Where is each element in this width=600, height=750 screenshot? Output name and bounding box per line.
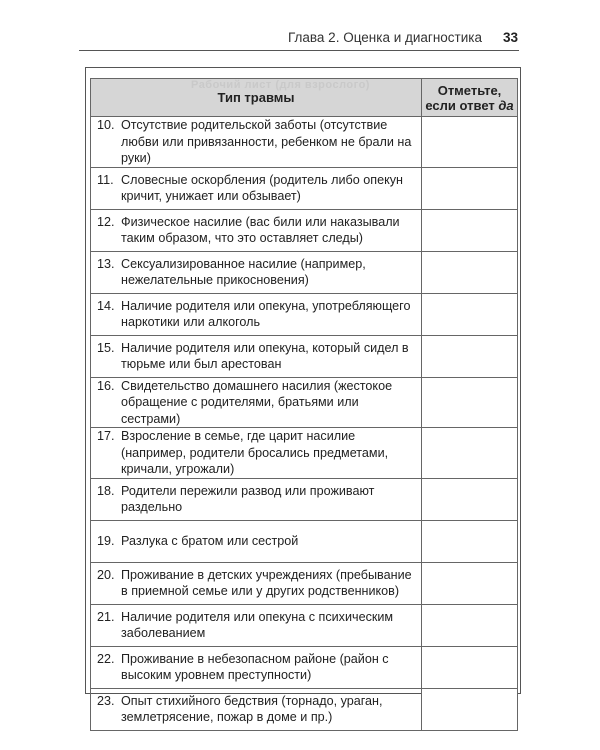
row-number: 21.	[97, 609, 115, 624]
answer-checkbox-cell[interactable]	[422, 117, 518, 168]
column-header-type-label: Тип травмы	[217, 90, 295, 105]
table-header-row	[91, 79, 518, 117]
trauma-description: Наличие родителя или опекуна, употребляющего наркотики или алкоголь	[121, 298, 411, 329]
column-header-check	[422, 79, 518, 117]
table-row	[91, 478, 518, 520]
answer-checkbox-cell[interactable]	[422, 428, 518, 479]
row-number: 15.	[97, 340, 115, 355]
trauma-description: Словесные оскорбления (родитель либо опекун кричит, унижает или обзывает)	[121, 172, 403, 203]
trauma-description: Разлука с братом или сестрой	[121, 533, 299, 548]
answer-checkbox-cell[interactable]	[422, 646, 518, 688]
row-number: 13.	[97, 256, 115, 271]
trauma-type-cell	[91, 251, 422, 293]
table-row	[91, 209, 518, 251]
row-number: 18.	[97, 483, 115, 498]
trauma-type-cell	[91, 167, 422, 209]
trauma-description: Физическое насилие (вас били или наказывали таким образом, что это оставляет следы)	[121, 214, 400, 245]
answer-checkbox-cell[interactable]	[422, 251, 518, 293]
trauma-description: Свидетельство домашнего насилия (жестокое обращение с родителями, братьями или сестрами)	[121, 378, 393, 426]
row-number: 20.	[97, 567, 115, 582]
column-header-check-prefix: если ответ	[425, 97, 499, 113]
trauma-table	[90, 78, 518, 731]
row-number: 22.	[97, 651, 115, 666]
column-header-check-line1: Отметьте,	[437, 82, 502, 98]
running-header	[0, 0, 600, 50]
trauma-description: Наличие родителя или опекуна, который сидел в тюрьме или был арестован	[121, 340, 409, 371]
chapter-title: Глава 2. Оценка и диагностика	[287, 30, 482, 45]
table-row	[91, 520, 518, 562]
row-number: 17.	[97, 429, 115, 443]
answer-checkbox-cell[interactable]	[422, 377, 518, 428]
row-number: 10.	[97, 118, 115, 132]
table-row	[91, 428, 518, 479]
trauma-type-cell	[91, 428, 422, 479]
row-number: 12.	[97, 214, 115, 229]
answer-checkbox-cell[interactable]	[422, 520, 518, 562]
answer-checkbox-cell[interactable]	[422, 604, 518, 646]
faint-worksheet-label: Рабочий лист (для взрослого)	[191, 79, 370, 91]
row-number: 11.	[97, 172, 114, 187]
row-number: 23.	[97, 693, 115, 708]
trauma-type-cell	[91, 335, 422, 377]
page-number: 33	[502, 30, 518, 45]
trauma-type-cell	[91, 209, 422, 251]
answer-checkbox-cell[interactable]	[422, 209, 518, 251]
table-row	[91, 117, 518, 168]
table-row	[91, 293, 518, 335]
trauma-type-cell	[91, 293, 422, 335]
trauma-type-cell	[91, 520, 422, 562]
trauma-description: Проживание в детских учреждениях (пребывание в приемной семье или у других родственников)	[121, 567, 412, 598]
answer-checkbox-cell[interactable]	[422, 293, 518, 335]
answer-checkbox-cell[interactable]	[422, 335, 518, 377]
table-row	[91, 562, 518, 604]
table-row	[91, 604, 518, 646]
trauma-description: Взросление в семье, где царит насилие (например, родители бросались предметами, кричали, угрожали)	[121, 429, 389, 476]
table-row	[91, 251, 518, 293]
trauma-type-cell	[91, 117, 422, 168]
answer-checkbox-cell[interactable]	[422, 688, 518, 730]
row-number: 14.	[97, 298, 115, 313]
trauma-description: Проживание в небезопасном районе (район с высоким уровнем преступности)	[121, 651, 389, 682]
trauma-type-cell	[91, 646, 422, 688]
trauma-description: Опыт стихийного бедствия (торнадо, ураган, землетрясение, пожар в доме и пр.)	[121, 693, 383, 724]
trauma-type-cell	[91, 377, 422, 428]
table-row	[91, 688, 518, 730]
answer-checkbox-cell[interactable]	[422, 167, 518, 209]
answer-checkbox-cell[interactable]	[422, 562, 518, 604]
trauma-type-cell	[91, 562, 422, 604]
table-row	[91, 167, 518, 209]
table-row	[91, 335, 518, 377]
column-header-check-emph: да	[498, 97, 514, 113]
trauma-description: Отсутствие родительской заботы (отсутствие любви или привязанности, ребенком не брали на руки)	[121, 118, 412, 165]
row-number: 19.	[97, 533, 115, 548]
answer-checkbox-cell[interactable]	[422, 478, 518, 520]
table-row	[91, 646, 518, 688]
column-header-type	[91, 79, 422, 117]
trauma-type-cell	[91, 688, 422, 730]
trauma-description: Родители пережили развод или проживают раздельно	[121, 483, 375, 514]
trauma-description: Сексуализированное насилие (например, нежелательные прикосновения)	[121, 256, 366, 287]
row-number: 16.	[97, 378, 115, 393]
table-row	[91, 377, 518, 428]
trauma-type-cell	[91, 478, 422, 520]
trauma-type-cell	[91, 604, 422, 646]
header-rule	[79, 50, 519, 51]
trauma-description: Наличие родителя или опекуна с психическим заболеванием	[121, 609, 394, 640]
